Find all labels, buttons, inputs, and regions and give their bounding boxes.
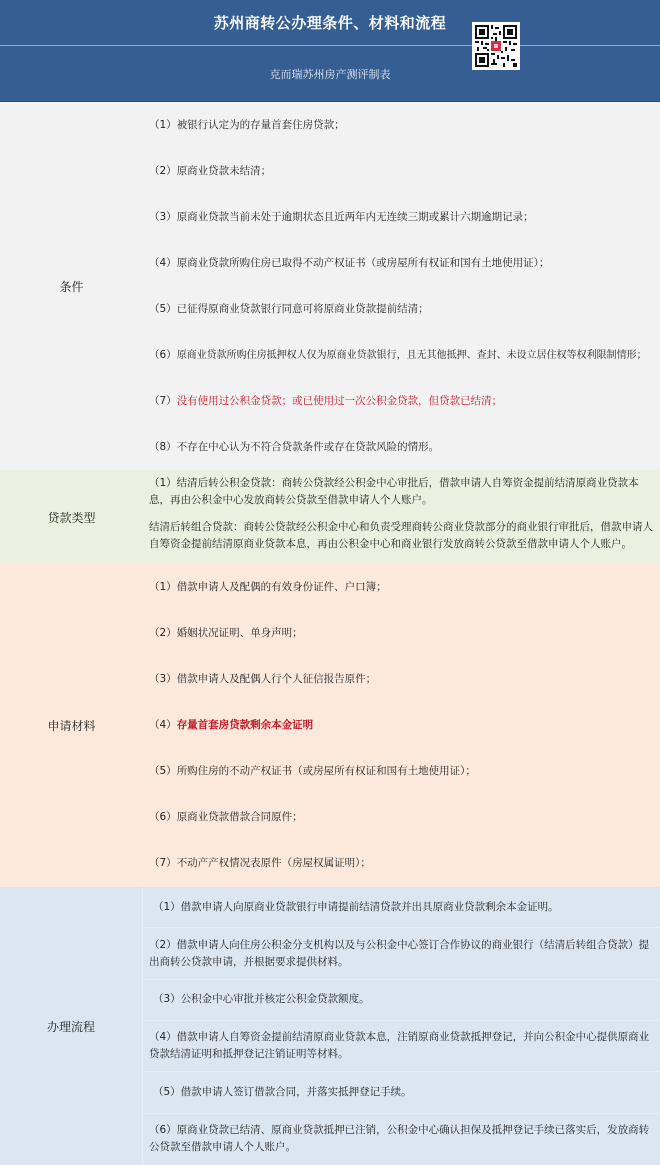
loan-type-item: 结清后转组合贷款：商转公贷款经公积金中心和负责受理商转公商业贷款部分的商业银行审批后，借款申请人自筹资金提前结清原商业贷款本息，再由公积金中心和商业银行发放商转公贷款至借款申请人个人账户。	[149, 521, 653, 550]
item-text: 婚姻状况证明、单身声明；	[176, 626, 303, 639]
process-step	[143, 1072, 660, 1113]
item-number: （5）	[149, 302, 177, 315]
condition-item	[143, 148, 660, 194]
item-number: （7）	[149, 857, 177, 870]
condition-item	[143, 194, 660, 240]
section-label-loan-types: 贷款类型	[47, 510, 96, 525]
section-label-process: 办理流程	[0, 887, 143, 1165]
process-step	[143, 887, 660, 928]
condition-item	[143, 286, 660, 332]
item-number: （6）	[149, 348, 177, 361]
item-text: 原商业贷款未结清；	[176, 164, 272, 177]
page-title: 苏州商转公办理条件、材料和流程	[213, 14, 447, 32]
item-text: 所购住房的不动产权证书（或房屋所有权证和国有土地使用证）；	[176, 764, 476, 777]
loan-types-list	[143, 470, 660, 564]
condition-item-highlighted	[143, 378, 660, 424]
step-text: （4）借款申请人自筹资金提前结清原商业贷款本息，注销原商业贷款抵押登记，并向公积金中心提供原商业贷款结清证明和抵押登记注销证明等材料。	[149, 1031, 650, 1061]
condition-item	[143, 424, 660, 470]
section-conditions	[0, 102, 660, 470]
material-item	[143, 656, 660, 702]
title-row	[0, 0, 660, 46]
section-label-conditions: 条件	[59, 279, 84, 294]
condition-item	[143, 102, 660, 148]
item-number: （4）	[149, 718, 177, 731]
item-text: 已征得原商业贷款银行同意可将原商业贷款提前结清；	[176, 302, 429, 315]
material-item	[143, 748, 660, 794]
material-item	[143, 841, 660, 887]
material-item	[143, 794, 660, 840]
material-item	[143, 610, 660, 656]
process-step	[143, 928, 660, 979]
item-text: 借款申请人及配偶人行个人征信报告原件；	[176, 672, 377, 685]
table-header	[0, 0, 660, 102]
item-number: （4）	[149, 256, 177, 269]
item-text: 原商业贷款借款合同原件；	[176, 811, 303, 824]
condition-item	[143, 332, 660, 378]
conditions-list	[143, 102, 660, 470]
section-materials	[0, 564, 660, 887]
step-text: （5）借款申请人签订借款合同，并落实抵押登记手续。	[153, 1086, 412, 1099]
material-item	[143, 564, 660, 610]
item-number: （2）	[149, 164, 177, 177]
section-process	[0, 887, 660, 1165]
item-number: （6）	[149, 811, 177, 824]
item-text: 原商业贷款所购住房已取得不动产权证书（或房屋所有权证和国有土地使用证）；	[176, 256, 550, 269]
page-subtitle: 克而瑞苏州房产测评制表	[269, 67, 391, 81]
item-text: 原商业贷款所购住房抵押权人仅为原商业贷款银行，且无其他抵押、查封、未设立居住权等权利限制情形；	[176, 349, 647, 361]
section-loan-types	[0, 470, 660, 564]
item-number: （1）	[149, 580, 177, 593]
item-number: （8）	[149, 440, 177, 453]
item-number: （2）	[149, 626, 177, 639]
material-item-highlighted	[143, 702, 660, 748]
step-text: （2）借款申请人向住房公积金分支机构以及与公积金中心签订合作协议的商业银行（结清后转组合贷款）提出商转公贷款申请，并根据要求提供材料。	[149, 938, 650, 968]
item-text: 原商业贷款当前未处于逾期状态且近两年内无连续三期或累计六期逾期记录；	[176, 210, 534, 223]
section-label-materials: 申请材料	[47, 719, 96, 733]
item-text-highlighted: 没有使用过公积金贷款；或已使用过一次公积金贷款，但贷款已结清；	[176, 394, 503, 407]
item-number: （3）	[149, 210, 177, 223]
item-number: （7）	[149, 394, 177, 407]
process-step	[143, 1021, 660, 1072]
item-text-highlighted: 存量首套房贷款剩余本金证明	[176, 718, 314, 731]
item-number: （1）	[149, 118, 177, 131]
item-number: （5）	[149, 764, 177, 777]
process-step	[143, 1114, 660, 1165]
item-number: （3）	[149, 672, 177, 685]
item-text: 借款申请人及配偶的有效身份证件、户口簿；	[176, 580, 387, 593]
loan-type-item: （1）结清后转公积金贷款：商转公贷款经公积金中心审批后，借款申请人自筹资金提前结清原商业贷款本息，再由公积金中心发放商转公贷款至借款申请人个人账户。	[149, 477, 639, 506]
condition-item	[143, 240, 660, 286]
step-text: （6）原商业贷款已结清、原商业贷款抵押已注销，公积金中心确认担保及抵押登记手续已落实后，发放商转公贷款至借款申请人个人账户。	[149, 1124, 650, 1154]
item-text: 不动产产权情况表原件（房屋权属证明）；	[176, 857, 371, 870]
qr-code-icon[interactable]	[472, 22, 520, 70]
process-step	[143, 980, 660, 1021]
step-text: （3）公积金中心审批并核定公积金贷款额度。	[153, 993, 370, 1006]
step-text: （1）借款申请人向原商业贷款银行申请提前结清贷款并出具原商业贷款剩余本金证明。	[153, 900, 559, 913]
subtitle-row	[0, 46, 660, 101]
materials-list	[143, 564, 660, 887]
item-text: 不存在中心认为不符合贷款条件或存在贷款风险的情形。	[176, 440, 440, 453]
process-steps	[143, 887, 660, 1165]
item-text: 被银行认定为的存量首套住房贷款；	[176, 118, 345, 131]
